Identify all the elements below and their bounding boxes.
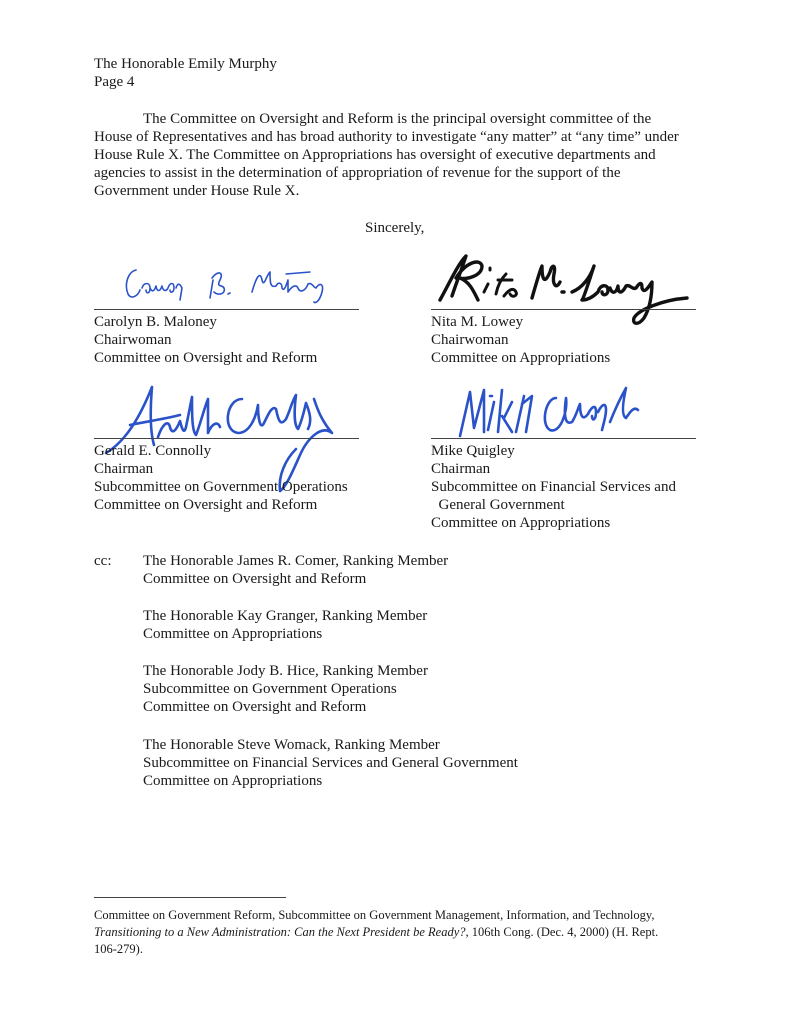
footnote-citation: , 106th Cong. (Dec. 4, 2000) (H. Rept.: [465, 925, 659, 939]
signatory-name: Gerald E. Connolly: [94, 443, 212, 459]
footnote: [94, 907, 734, 958]
body-paragraph: [94, 110, 679, 200]
cc-entry: [143, 662, 428, 716]
paragraph-line: Government under House Rule X.: [94, 183, 300, 199]
signatory-block-quigley: [431, 442, 676, 532]
cc-line: Committee on Appropriations: [143, 773, 323, 789]
cc-label: cc:: [94, 553, 112, 569]
signature-line: [431, 309, 696, 310]
signatory-committee: Committee on Oversight and Reform: [94, 350, 318, 366]
letter-header: [94, 55, 277, 91]
signature-line: [94, 438, 359, 439]
page-number: Page 4: [94, 74, 135, 90]
recipient-line: The Honorable Emily Murphy: [94, 56, 277, 72]
cc-line: The Honorable Jody B. Hice, Ranking Member: [143, 663, 428, 679]
cc-line: The Honorable James R. Comer, Ranking Member: [143, 553, 449, 569]
signatory-title: Chairwoman: [431, 332, 509, 348]
signatory-title: Chairwoman: [94, 332, 172, 348]
footnote-divider: [94, 897, 286, 898]
cc-line: Subcommittee on Financial Services and General Government: [143, 755, 518, 771]
footnote-report-title: Transitioning to a New Administration: Can the Next President be Ready?: [94, 925, 466, 939]
paragraph-line: House of Representatives and has broad authority to investigate “any matter” at “any time” under: [94, 129, 679, 145]
paragraph-line: agencies to assist in the determination of appropriation of revenue for the support of the: [94, 165, 621, 181]
signature-quigley: [446, 382, 646, 444]
footnote-line: Committee on Government Reform, Subcommittee on Government Management, Information, and Technology,: [94, 908, 655, 922]
closing: Sincerely,: [365, 220, 425, 236]
signatory-committee: Committee on Oversight and Reform: [94, 497, 318, 513]
cc-line: Subcommittee on Government Operations: [143, 681, 397, 697]
signatory-block-maloney: [94, 313, 317, 367]
footnote-line: [94, 924, 734, 941]
signature-maloney: [120, 258, 350, 308]
paragraph-line: House Rule X. The Committee on Appropriations has oversight of executive departments and: [94, 147, 656, 163]
signatory-title: Chairman: [431, 461, 491, 477]
cc-entry: [143, 736, 518, 790]
footnote-line: 106-279).: [94, 942, 143, 956]
signatory-committee: General Government: [431, 497, 565, 513]
cc-line: Committee on Oversight and Reform: [143, 699, 367, 715]
signatory-committee: Subcommittee on Government Operations: [94, 479, 348, 495]
cc-entry: [143, 552, 448, 588]
cc-line: The Honorable Steve Womack, Ranking Member: [143, 737, 440, 753]
cc-entry: [143, 607, 427, 643]
cc-line: The Honorable Kay Granger, Ranking Member: [143, 608, 428, 624]
paragraph-line: The Committee on Oversight and Reform is the principal oversight committee of the: [143, 111, 652, 127]
cc-line: Committee on Appropriations: [143, 626, 323, 642]
signatory-name: Carolyn B. Maloney: [94, 314, 217, 330]
signatory-block-lowey: [431, 313, 610, 367]
signature-line: [94, 309, 359, 310]
signatory-block-connolly: [94, 442, 348, 514]
cc-line: Committee on Oversight and Reform: [143, 571, 367, 587]
signature-line: [431, 438, 696, 439]
signatory-committee: Committee on Appropriations: [431, 350, 611, 366]
signatory-name: Nita M. Lowey: [431, 314, 524, 330]
signatory-committee: Subcommittee on Financial Services and: [431, 479, 676, 495]
signatory-name: Mike Quigley: [431, 443, 515, 459]
signatory-title: Chairman: [94, 461, 154, 477]
signatory-committee: Committee on Appropriations: [431, 515, 611, 531]
